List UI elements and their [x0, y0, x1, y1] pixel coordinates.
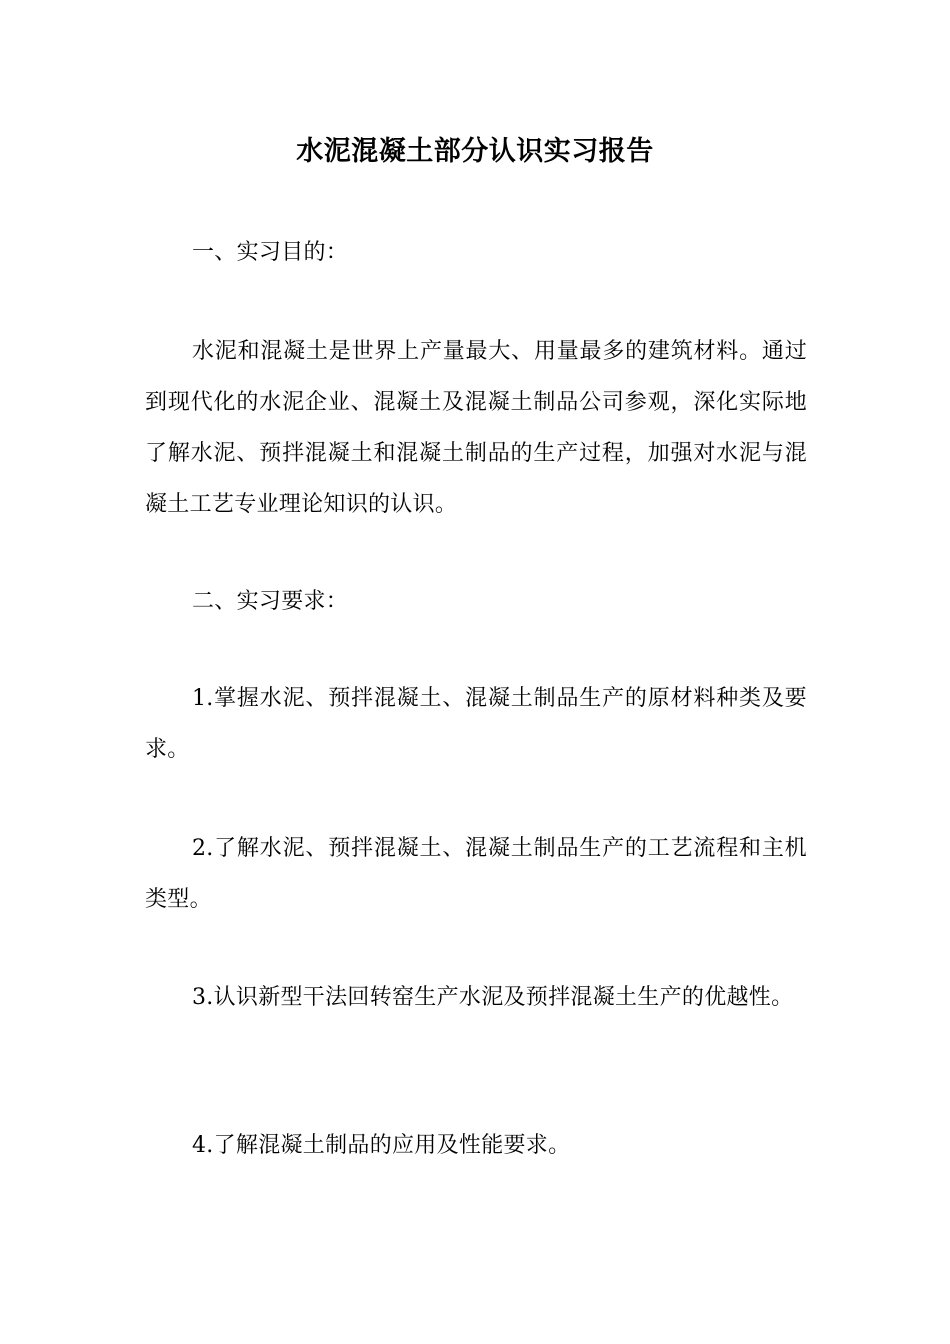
requirement-item-1: 1.掌握水泥、预拌混凝土、混凝土制品生产的原材料种类及要求。 [145, 686, 807, 762]
requirement-item-2: 2.了解水泥、预拌混凝土、混凝土制品生产的工艺流程和主机类型。 [145, 836, 807, 912]
section-heading-requirements: 二、实习要求： [192, 589, 349, 614]
section-heading-purpose: 一、实习目的： [192, 240, 349, 265]
requirement-item-4: 4.了解混凝土制品的应用及性能要求。 [192, 1133, 571, 1158]
paragraph-purpose: 水泥和混凝土是世界上产量最大、用量最多的建筑材料。通过到现代化的水泥企业、混凝土及混凝土制品公司参观，深化实际地了解水泥、预拌混凝土和混凝土制品的生产过程，加强对水泥与混凝土工艺专业理论知识的认识。 [145, 339, 807, 517]
requirement-item-3: 3.认识新型干法回转窑生产水泥及预拌混凝土生产的优越性。 [192, 985, 794, 1010]
document-title: 水泥混凝土部分认识实习报告 [296, 136, 654, 167]
